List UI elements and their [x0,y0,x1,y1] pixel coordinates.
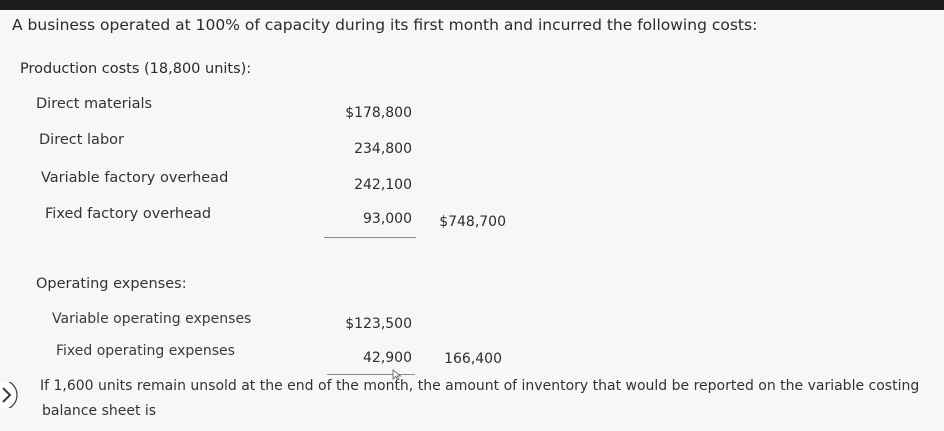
production-label-direct-labor: Direct labor [39,132,124,148]
production-subtotal-rule [324,237,416,238]
question-line-1: If 1,600 units remain unsold at the end of the month, the amount of inventory that would be reported on the variable costing [40,378,920,394]
production-label-variable-factory-overhead: Variable factory overhead [41,170,229,186]
top-bar [0,0,944,10]
production-amount-variable-factory-overhead: 242,100 [354,177,412,193]
operating-expenses-header: Operating expenses: [36,276,187,292]
production-costs-header: Production costs (18,800 units): [20,61,252,77]
question-line-2: balance sheet is [42,403,157,419]
operating-amount-fixed: 42,900 [363,350,412,366]
problem-intro: A business operated at 100% of capacity during its first month and incurred the following costs: [12,16,758,34]
operating-label-variable: Variable operating expenses [52,311,252,327]
operating-total: 166,400 [444,351,502,367]
operating-label-fixed: Fixed operating expenses [56,343,235,359]
production-label-direct-materials: Direct materials [36,96,153,112]
production-amount-fixed-factory-overhead: 93,000 [363,211,412,227]
chevron-right-icon[interactable] [0,382,22,408]
production-label-fixed-factory-overhead: Fixed factory overhead [45,206,212,222]
operating-amount-variable: $123,500 [345,316,412,332]
production-amount-direct-materials: $178,800 [345,105,412,121]
production-total: $748,700 [439,214,506,230]
production-amount-direct-labor: 234,800 [354,141,412,157]
